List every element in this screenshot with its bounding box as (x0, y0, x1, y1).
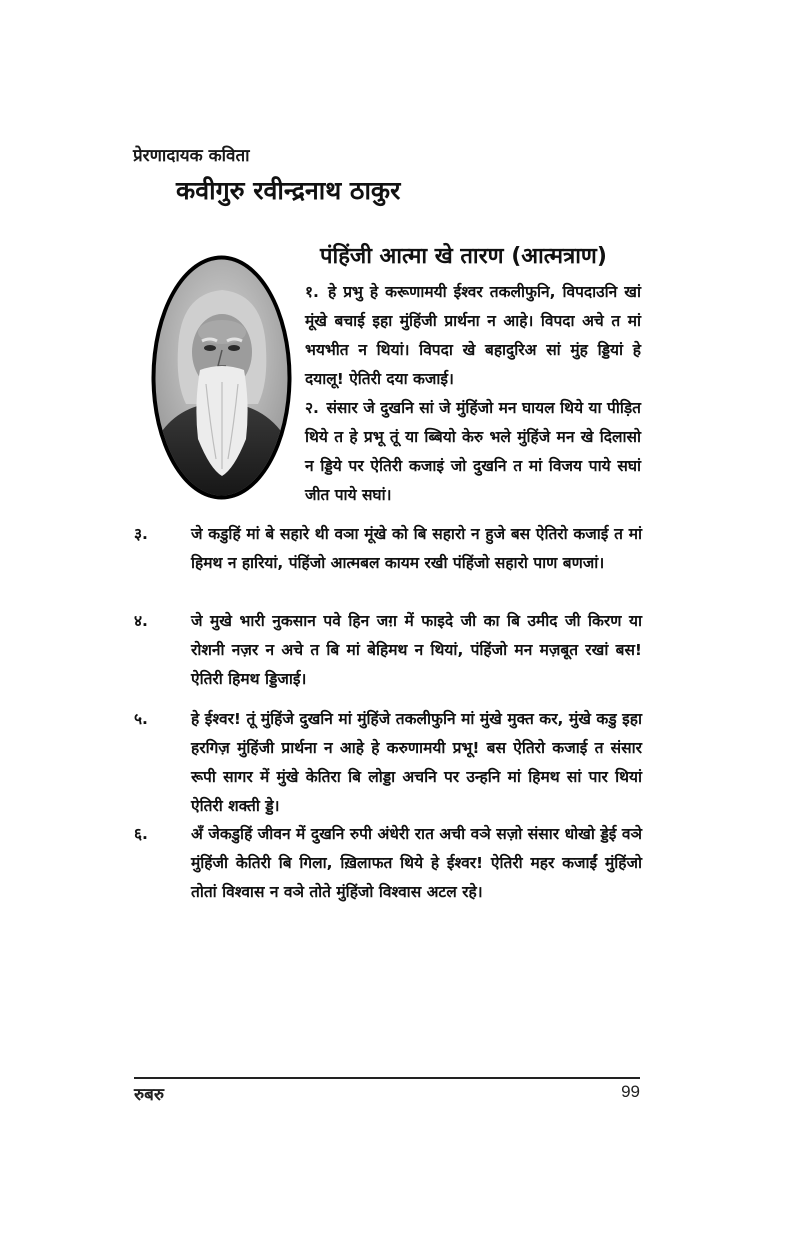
stanza-text: जे कडुहिं मां बे सहारे थी वञा मूंखे को बि सहारो न हुजे बस ऐतिरो कजाई त मां हिमथ न हारियां, पंहिंजो आत्मबल कायम रखी पंहिंजो सहारो पाण बणजां। (191, 525, 642, 572)
stanza-number: ३. (134, 525, 148, 543)
stanza-number: ५. (134, 710, 148, 728)
stanza-1 (305, 278, 641, 394)
stanza-number: ६. (134, 825, 148, 843)
author-heading: कवीगुरु रवीन्द्रनाथ ठाकुर (176, 176, 401, 205)
publication-name: रुबरु (134, 1085, 165, 1105)
stanza-number: १. (305, 283, 319, 301)
stanza-text: हे ईश्वर! तूं मुंहिंजे दुखनि मां मुंहिंजे तकलीफुनि मां मुंखे मुक्त कर, मुंखे कडु इहा हरगिज़ मुंहिंजी प्रार्थना न आहे हे करुणामयी प्रभू! बस ऐतिरो कजाई त संसार रूपी सागर में मुंखे केतिरा बि लोड्डा अचनि पर उन्हनि मां हिमथ सां पार थियां ऐतिरी शक्ती ड्डे। (191, 710, 642, 815)
stanza-text: अँ जेकडुहिं जीवन में दुखनि रुपी अंधेरी रात अची वञे सज़ो संसार धोखो ड्डेई वञे मुंहिंजी केतिरी बि गिला, ख़िलाफत थिये हे ईश्वर! ऐतिरी महर कजाईं मुंहिंजो तोतां विश्वास न वञे तोते मुंहिंजो विश्वास अटल रहे। (191, 825, 642, 901)
stanza-number: ४. (134, 612, 148, 630)
footer-divider (134, 1077, 640, 1079)
page-number: 99 (621, 1082, 640, 1101)
stanza-text: संसार जे दुखनि सां जे मुंहिंजो मन घायल थिये या पीड़ित थिये त हे प्रभू तूं या ब्बियो केरु भले मुंहिंजे मन खे दिलासो न ड्डिये पर ऐतिरी कजाइं जो दुखनि त मां विजय पाये सघां जीत पाये सघां। (305, 399, 641, 504)
category-label: प्रेरणादायक कविता (133, 146, 250, 166)
stanza-text: जे मुखे भारी नुकसान पवे हिन जग़ में फाइदे जी का बि उमीद जी किरण या रोशनी नज़र न अचे त बि मां बेहिमथ न थियां, पंहिंजो मन मज़बूत रखां बस! ऐतिरी हिमथ ड्डिजाई। (191, 612, 642, 688)
poem-title: पंहिंजी आत्मा खे तारण (आत्मत्राण) (320, 244, 607, 269)
portrait-photo-icon (150, 254, 293, 501)
stanza-2 (305, 394, 641, 510)
stanza-number: २. (305, 399, 319, 417)
stanza-text: हे प्रभु हे करूणामयी ईश्वर तकलीफुनि, विपदाउनि खां मूंखे बचाई इहा मुंहिंजी प्रार्थना न आहे। विपदा अचे त मां भयभीत न थियां। विपदा खे बहादुरिअ सां मुंह ड्डियां हे दयालू! ऐतिरी दया कजाई। (305, 283, 641, 388)
